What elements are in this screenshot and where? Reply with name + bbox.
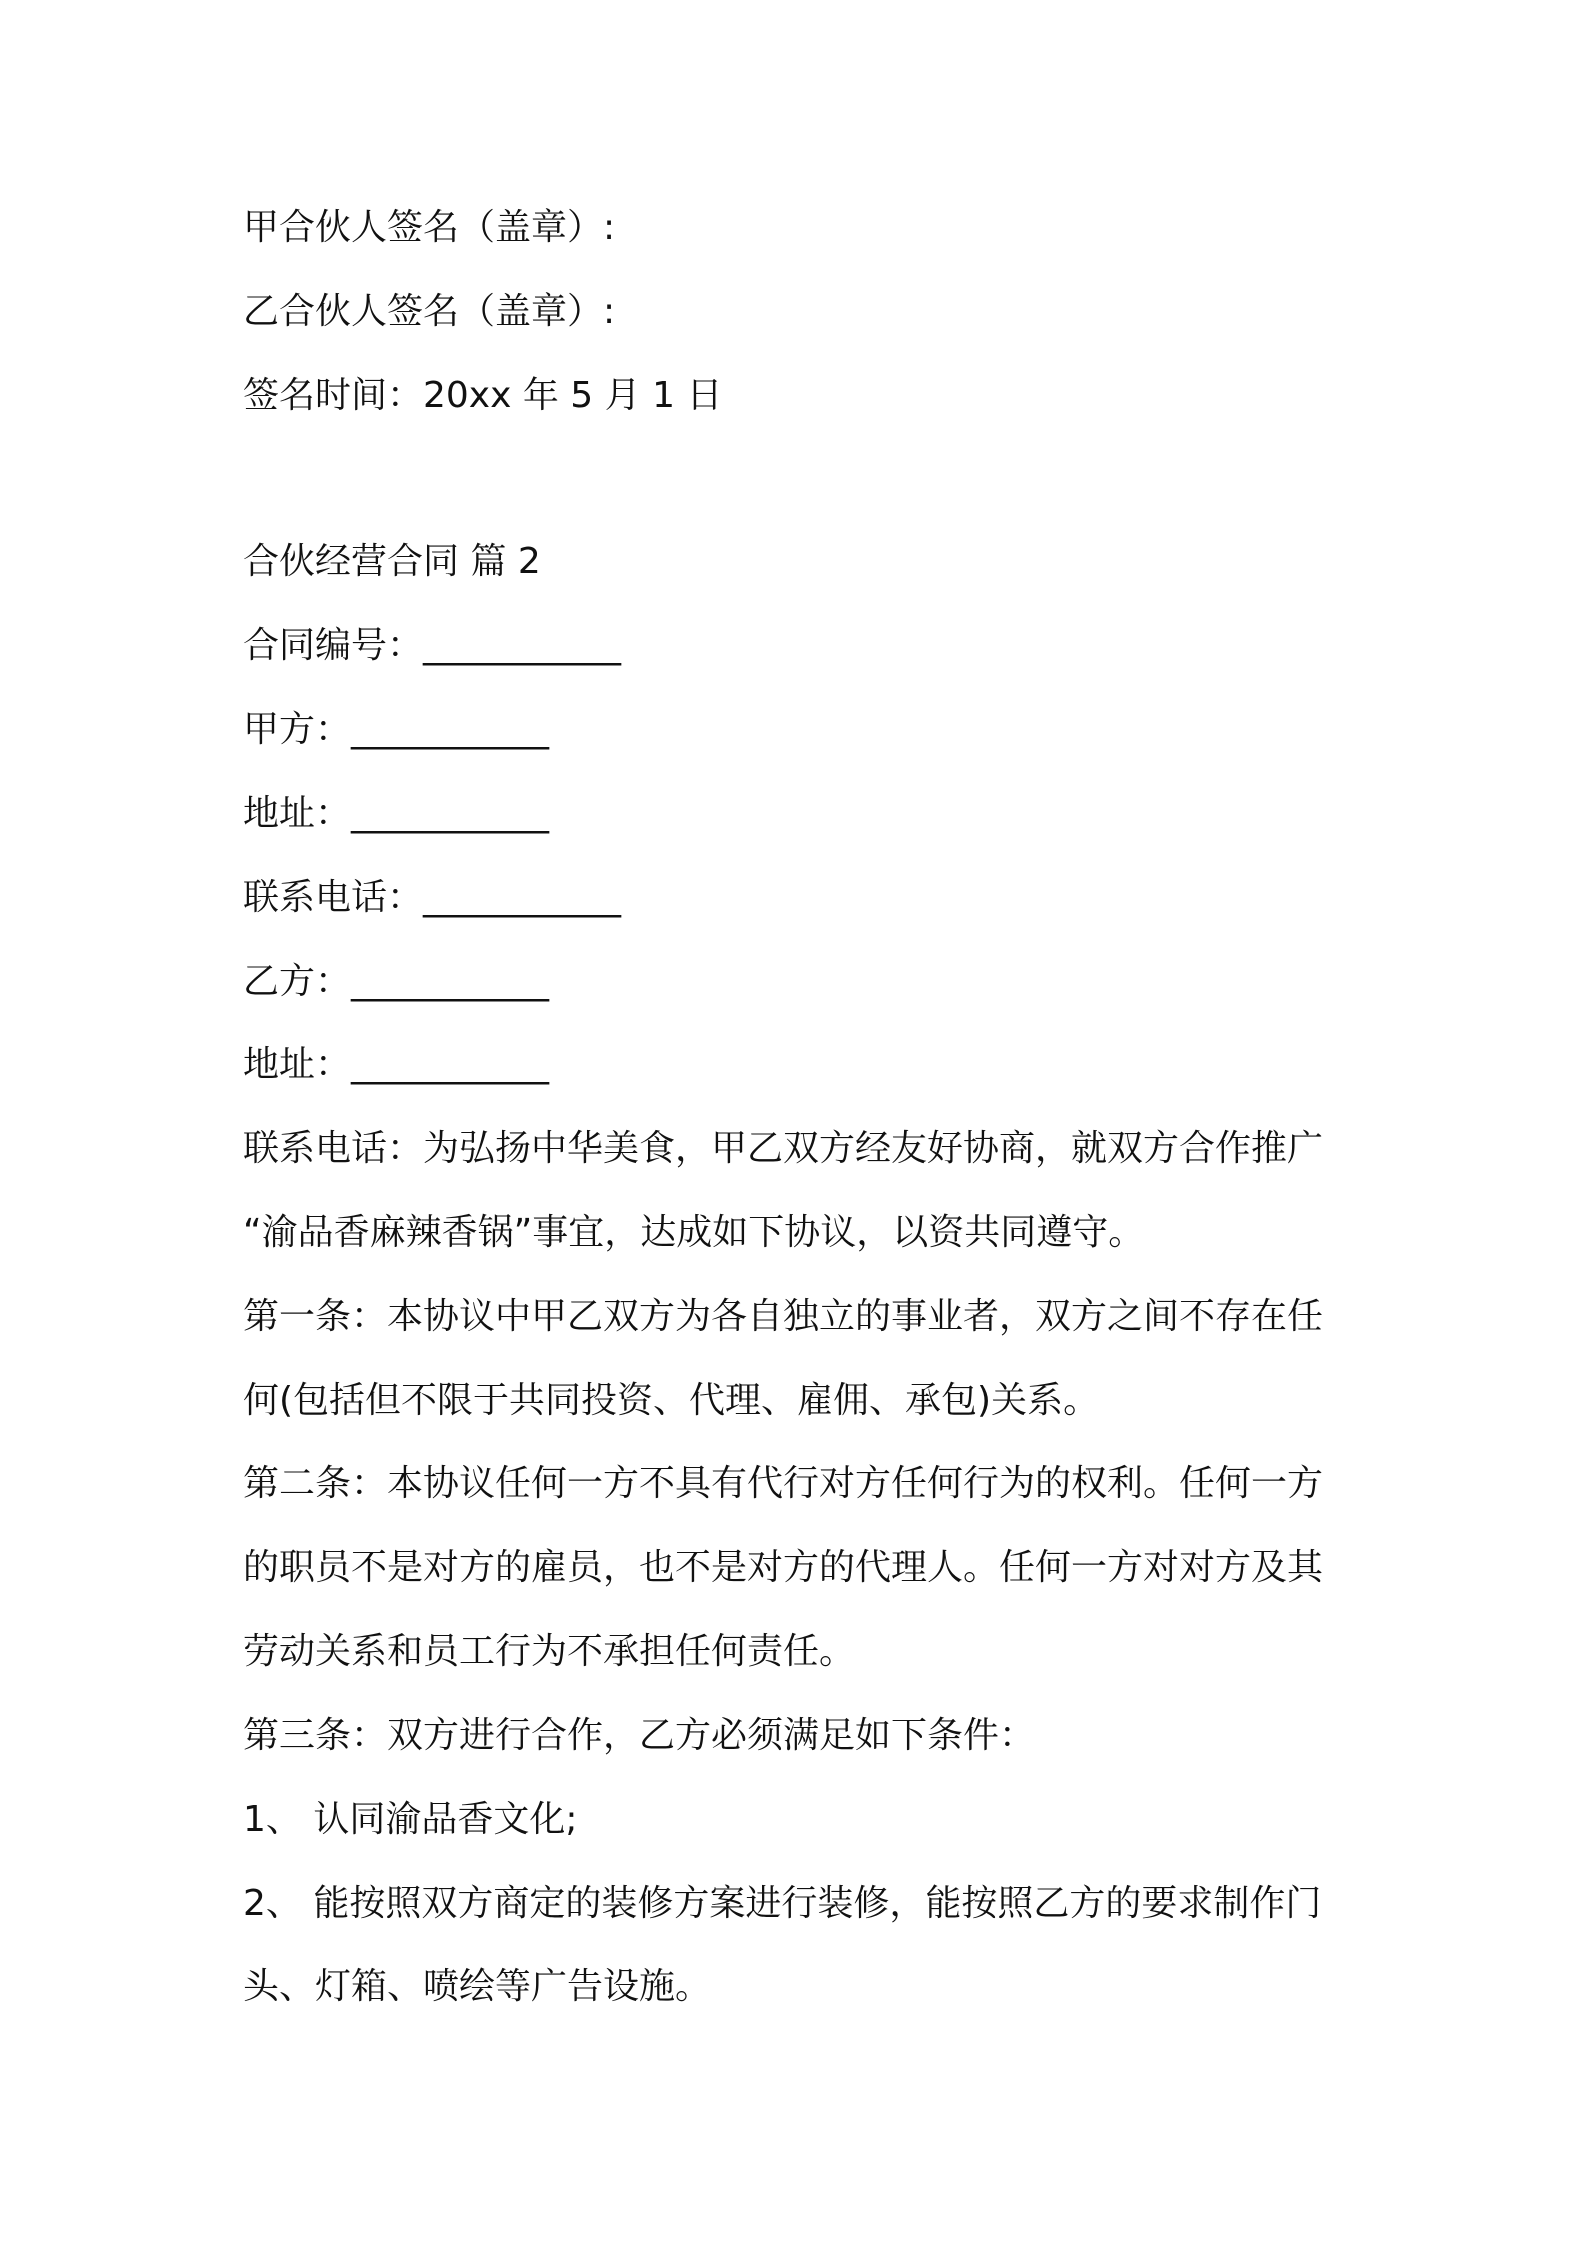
condition-2-line: 2、 能按照双方商定的装修方案进行装修，能按照乙方的要求制作门 [243, 1883, 1322, 1924]
party-b-field: 乙方：___________ [243, 961, 550, 1002]
party-a-field: 甲方：___________ [243, 709, 550, 750]
party-b-address-field: 地址：___________ [243, 1044, 550, 1085]
article-3-line: 第三条：双方进行合作，乙方必须满足如下条件： [243, 1715, 1036, 1756]
preamble-line: “渝品香麻辣香锅”事宜，达成如下协议，以资共同遵守。 [243, 1212, 1145, 1253]
condition-1-line: 1、 认同渝品香文化; [243, 1799, 578, 1840]
article-1-line: 何(包括但不限于共同投资、代理、雇佣、承包)关系。 [243, 1380, 1100, 1421]
party-a-address-field: 地址：___________ [243, 793, 550, 834]
signing-date-line: 签名时间：20xx 年 5 月 1 日 [243, 375, 723, 416]
party-a-signature-line: 甲合伙人签名（盖章）: [243, 207, 616, 248]
article-2-line: 劳动关系和员工行为不承担任何责任。 [243, 1631, 856, 1672]
party-a-phone-field: 联系电话：___________ [243, 877, 622, 918]
preamble-line: 联系电话：为弘扬中华美食，甲乙双方经友好协商，就双方合作推广 [243, 1128, 1324, 1169]
article-2-line: 第二条：本协议任何一方不具有代行对方任何行为的权利。任何一方 [243, 1463, 1324, 1504]
contract-title: 合伙经营合同 篇 2 [243, 541, 541, 582]
party-b-signature-line: 乙合伙人签名（盖章）: [243, 291, 616, 332]
contract-number-field: 合同编号：___________ [243, 625, 622, 666]
article-1-line: 第一条：本协议中甲乙双方为各自独立的事业者，双方之间不存在任 [243, 1296, 1324, 1337]
article-2-line: 的职员不是对方的雇员，也不是对方的代理人。任何一方对对方及其 [243, 1547, 1324, 1588]
condition-2-line: 头、灯箱、喷绘等广告设施。 [243, 1966, 712, 2007]
